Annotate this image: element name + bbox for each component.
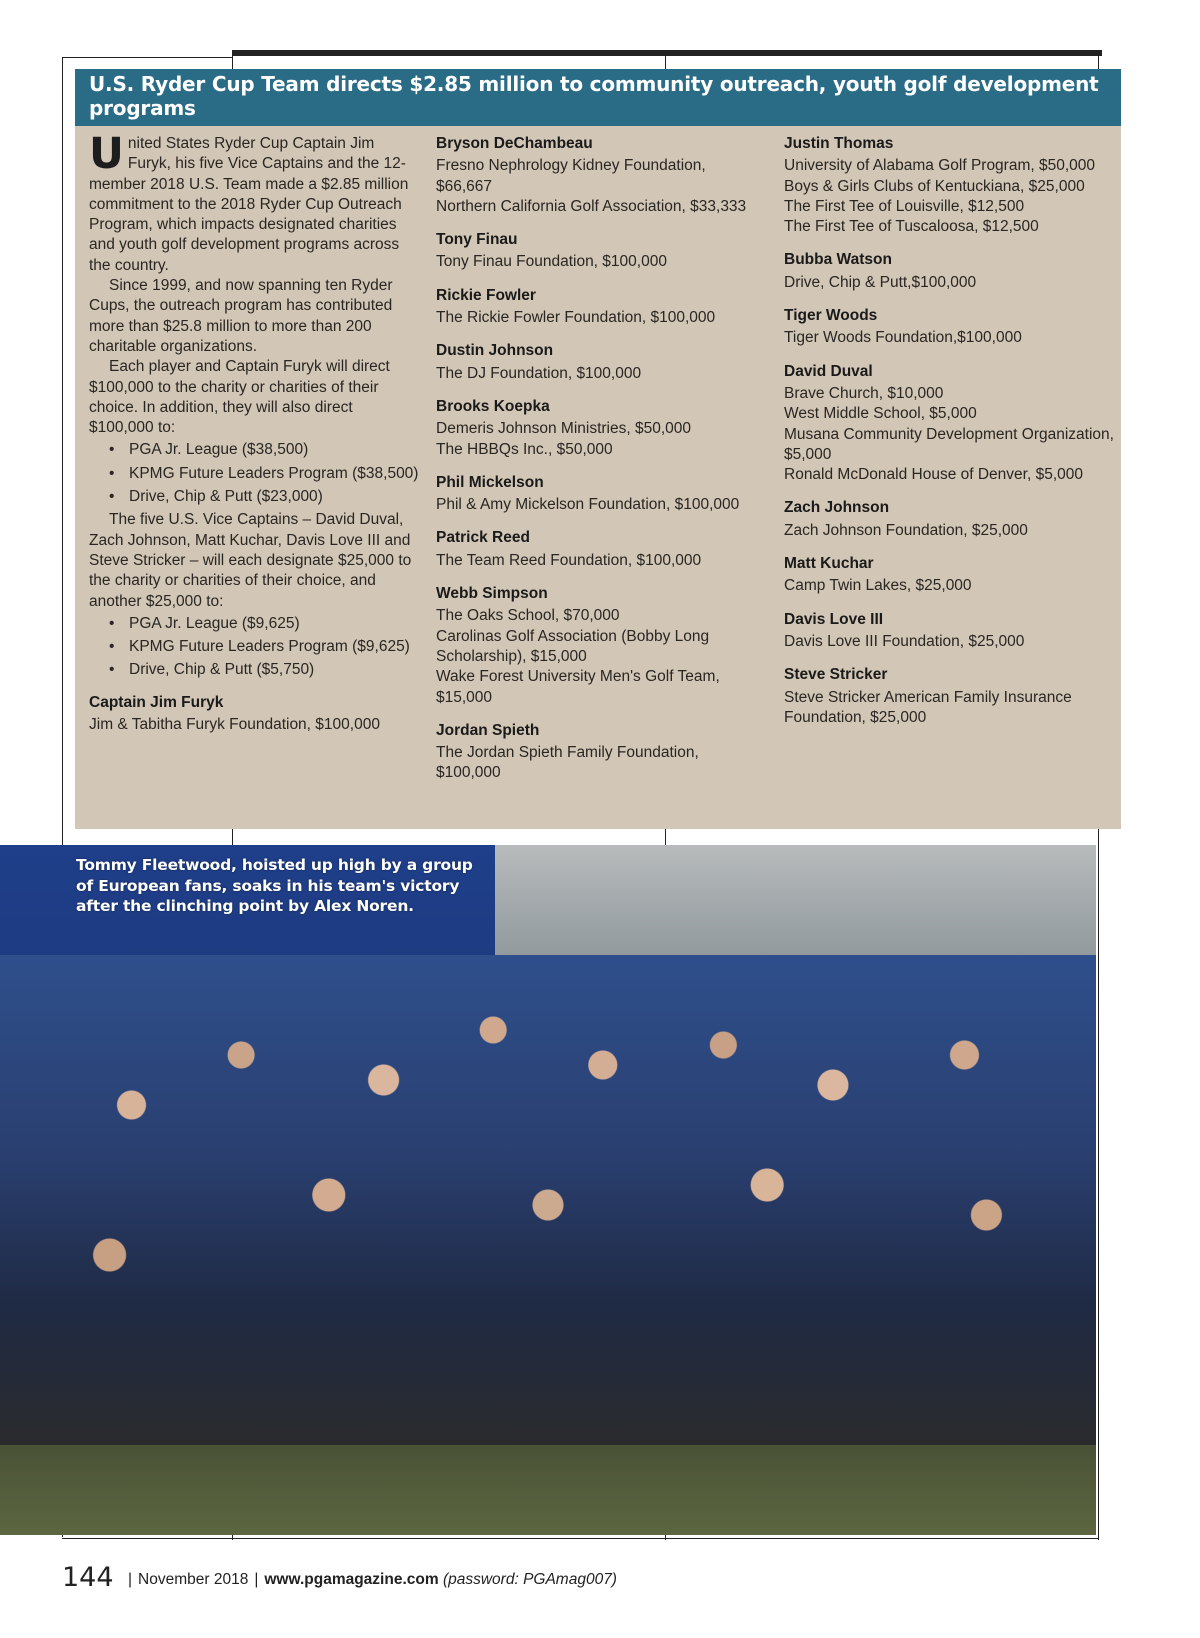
- entry-name: Rickie Fowler: [436, 286, 536, 304]
- entry-name: Davis Love III: [784, 610, 884, 628]
- entry-name: Zach Johnson: [784, 499, 890, 517]
- charity-entry: [784, 306, 1119, 349]
- entry-line: The Jordan Spieth Family Foundation, $100,000: [436, 744, 699, 782]
- charity-entry: [784, 134, 1119, 237]
- entry-line: The Rickie Fowler Foundation, $100,000: [436, 309, 716, 327]
- photo-ground: [0, 1445, 1096, 1535]
- entry-line: Carolinas Golf Association (Bobby Long Scholarship), $15,000: [436, 627, 710, 665]
- charity-entry: [784, 554, 1119, 597]
- list-item: • PGA Jr. League ($9,625): [89, 614, 419, 634]
- photo-crowd: [0, 955, 1096, 1455]
- column-players-2: [784, 134, 1119, 741]
- entry-line: The First Tee of Louisville, $12,500: [784, 197, 1025, 215]
- charity-entry: [436, 584, 766, 708]
- entry-line: The First Tee of Tuscaloosa, $12,500: [784, 218, 1039, 236]
- frame-bottom-line: [62, 1538, 1098, 1539]
- entry-line: University of Alabama Golf Program, $50,000: [784, 157, 1096, 175]
- entry-line: West Middle School, $5,000: [784, 405, 977, 423]
- entry-name: Tony Finau: [436, 231, 518, 249]
- list-item: • KPMG Future Leaders Program ($9,625): [89, 637, 419, 657]
- entry-line: Northern California Golf Association, $33,333: [436, 197, 747, 215]
- charity-entry: [784, 362, 1119, 486]
- entry-line: Camp Twin Lakes, $25,000: [784, 577, 972, 595]
- entry-line: Musana Community Development Organization, $5,000: [784, 425, 1114, 463]
- entry-line: The DJ Foundation, $100,000: [436, 364, 642, 382]
- sidebar-box: [75, 69, 1121, 829]
- charity-entry: [784, 610, 1119, 653]
- page-number: 144: [62, 1562, 114, 1593]
- charity-entry: [436, 286, 766, 329]
- entry-name: Steve Stricker: [784, 666, 888, 684]
- charity-entry: [436, 473, 766, 516]
- entry-name: Brooks Koepka: [436, 397, 550, 415]
- entry-line: The Oaks School, $70,000: [436, 607, 620, 625]
- intro-paragraph-2: Since 1999, and now spanning ten Ryder Cups, the outreach program has contributed more than $25.8 million to more than 200 charitable organizations.: [89, 277, 393, 355]
- sidebar-header: [75, 69, 1121, 126]
- column-rule-3: [232, 828, 233, 846]
- photo-caption: Tommy Fleetwood, hoisted up high by a group of European fans, soaks in his team's victory after the clinching point by Alex Noren.: [76, 856, 473, 915]
- entry-line: Demeris Johnson Ministries, $50,000: [436, 420, 692, 438]
- entry-name: Justin Thomas: [784, 135, 894, 152]
- charity-entry: [436, 230, 766, 273]
- column-rule-1: [232, 56, 233, 70]
- column-players-1: [436, 134, 766, 797]
- entry-line: Brave Church, $10,000: [784, 384, 944, 402]
- player-allocation-list: [89, 440, 419, 507]
- charity-entry: [436, 134, 766, 217]
- entry-line: Fresno Nephrology Kidney Foundation, $66,667: [436, 157, 706, 195]
- footer-separator: |: [254, 1571, 259, 1588]
- issue-date: November 2018: [138, 1571, 249, 1588]
- intro-paragraph-1: United States Ryder Cup Captain Jim Furyk, his five Vice Captains and the 12-member 2018 U.S. Team made a $2.85 million commitment to the 2018 Ryder Cup Outreach Program, which impacts designated charities and youth golf development programs across the country.: [89, 129, 409, 274]
- top-rule: [232, 50, 1102, 56]
- frame-top-line: [62, 57, 232, 58]
- entry-line: The HBBQs Inc., $50,000: [436, 440, 613, 458]
- charity-entry: [436, 528, 766, 571]
- entry-name: Phil Mickelson: [436, 473, 544, 491]
- list-item: • Drive, Chip & Putt ($23,000): [89, 487, 419, 507]
- entry-line: Wake Forest University Men's Golf Team, $15,000: [436, 668, 720, 706]
- charity-entry: [784, 250, 1119, 293]
- entry-line: Tiger Woods Foundation,$100,000: [784, 329, 1022, 347]
- entry-name: Dustin Johnson: [436, 342, 554, 360]
- entry-line: Jim & Tabitha Furyk Foundation, $100,000: [89, 716, 380, 734]
- entry-name: Jordan Spieth: [436, 721, 540, 739]
- sidebar-title: U.S. Ryder Cup Team directs $2.85 million to community outreach, youth golf development programs: [89, 72, 1099, 120]
- footer-meta: [122, 1571, 617, 1589]
- entry-line: The Team Reed Foundation, $100,000: [436, 551, 702, 569]
- intro-paragraph-3: Each player and Captain Furyk will direct $100,000 to the charity or charities of their choice. In addition, they will also direct $100,000 to:: [89, 358, 390, 437]
- photo-sky: [495, 845, 1096, 965]
- column-rule-2: [665, 56, 666, 70]
- column-intro: [89, 129, 419, 748]
- list-item: • KPMG Future Leaders Program ($38,500): [89, 464, 419, 484]
- entry-line: Phil & Amy Mickelson Foundation, $100,000: [436, 496, 740, 514]
- entry-name: Bubba Watson: [784, 251, 892, 269]
- intro-paragraph-4: The five U.S. Vice Captains – David Duval, Zach Johnson, Matt Kuchar, Davis Love III and Steve Stricker – will each designate $25,000 to the charity or charities of their choice, and another $25,000 to:: [89, 511, 412, 610]
- drop-cap: U: [89, 129, 124, 179]
- charity-entry: [436, 721, 766, 784]
- entry-line: Boys & Girls Clubs of Kentuckiana, $25,000: [784, 177, 1085, 195]
- entry-line: Drive, Chip & Putt,$100,000: [784, 273, 977, 291]
- list-item: • PGA Jr. League ($38,500): [89, 440, 419, 460]
- captain-entry: [89, 693, 419, 736]
- entry-line: Steve Stricker American Family Insurance Foundation, $25,000: [784, 688, 1072, 726]
- password-note: (password: PGAmag007): [442, 1571, 617, 1588]
- entry-name: Bryson DeChambeau: [436, 135, 593, 152]
- charity-entry: [436, 341, 766, 384]
- charity-entry: [784, 498, 1119, 541]
- entry-line: Zach Johnson Foundation, $25,000: [784, 521, 1028, 539]
- entry-name: David Duval: [784, 362, 873, 380]
- entry-name: Patrick Reed: [436, 529, 530, 547]
- column-rule-4: [665, 828, 666, 846]
- page-footer: [62, 1562, 1162, 1598]
- entry-name: Matt Kuchar: [784, 555, 874, 573]
- crowd-photo: [0, 845, 1096, 1535]
- entry-line: Ronald McDonald House of Denver, $5,000: [784, 466, 1083, 484]
- entry-line: Tony Finau Foundation, $100,000: [436, 253, 667, 271]
- charity-entry: [436, 397, 766, 460]
- entry-line: Davis Love III Foundation, $25,000: [784, 632, 1025, 650]
- list-item: • Drive, Chip & Putt ($5,750): [89, 660, 419, 680]
- entry-name: Tiger Woods: [784, 307, 878, 325]
- website-link[interactable]: www.pgamagazine.com: [264, 1571, 439, 1588]
- entry-name: Captain Jim Furyk: [89, 693, 224, 711]
- vice-captain-allocation-list: [89, 614, 419, 681]
- footer-separator: |: [128, 1571, 133, 1588]
- entry-name: Webb Simpson: [436, 585, 548, 603]
- charity-entry: [784, 665, 1119, 728]
